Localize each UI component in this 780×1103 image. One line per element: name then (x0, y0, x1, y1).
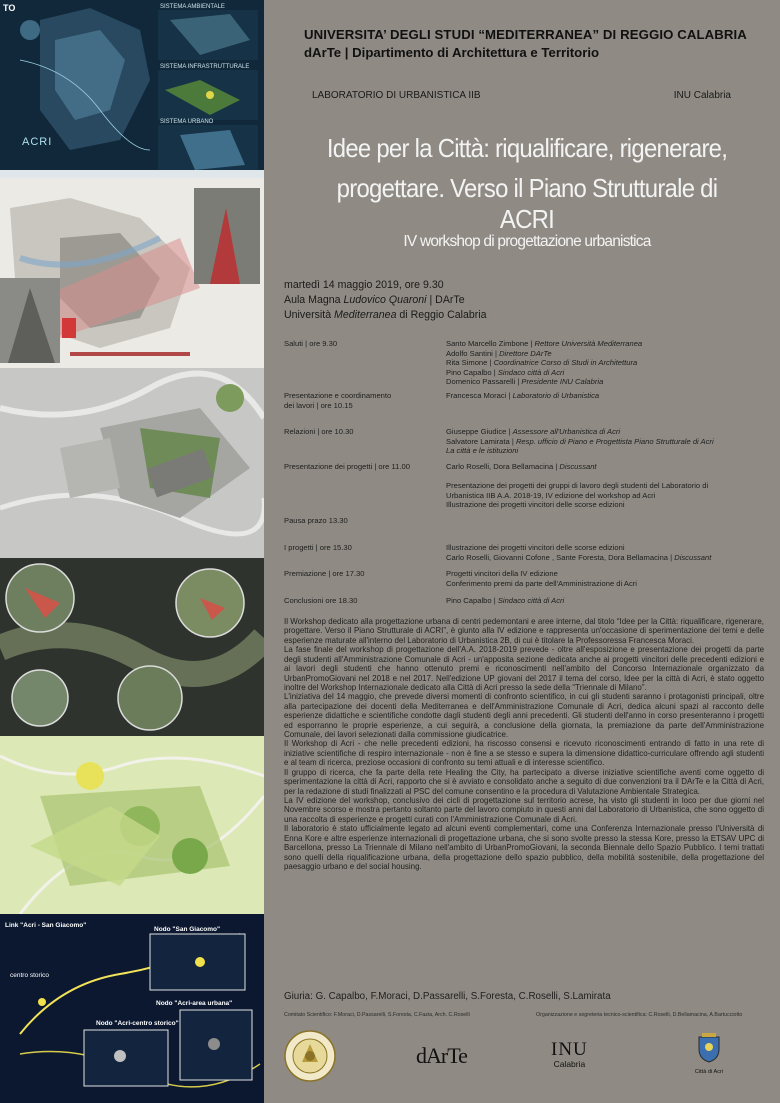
program-detail-line (446, 472, 766, 482)
program-label-line: Pausa prazo 13.30 (284, 516, 348, 525)
department-heading: dArTe | Dipartimento di Architettura e Territorio (304, 45, 600, 60)
program-item-details (446, 569, 766, 588)
program-detail-role: Coordinatrice Corso di Studi in Architettura (493, 358, 638, 368)
program-detail-line: Pino Capalbo | Sindaco città di Acri (446, 596, 565, 605)
program-detail-role: Rettore Università Mediterranea (534, 339, 643, 348)
green-network-graphic (0, 736, 264, 914)
map-label-ambientale: SISTEMA AMBIENTALE (160, 4, 225, 10)
organization-credits: Organizzazione e segreteria tecnico-scientifica: C.Roselli, D.Bellamacina, A.Bartucciotto (536, 1012, 743, 1018)
systems-map-graphic (0, 0, 264, 178)
body-paragraph: Il gruppo di ricerca, che fa parte della rete Healing the City, ha partecipato a diverse iniziative scientifiche aventi come oggetto di sperimentazione la città di Acri, rapporto che si è avviato e consolidato anche a seguito di due convenzioni tra il DArTe e la Città di Acri, per la redazione di studi finalizzati al PSC del comune consentino e la procedura di Valutazione Ambientale Strategica. (284, 767, 764, 796)
poster-title-line1: Idee per la Città: riqualificare, rigenerare, (326, 133, 728, 163)
program-item-details (446, 427, 766, 456)
panel-night-nodes-map (0, 914, 264, 1103)
event-uni-prefix: Università (284, 309, 335, 321)
acri-crest-caption: Città di Acri (694, 1069, 724, 1075)
program-item-details (446, 339, 766, 387)
body-paragraph: La IV edizione del workshop, conclusivo dei cicli di progettazione sul territorio acrese, ha visto gli studenti in loco per due giorni nel Novembre scorso e mostra pertanto soltanto parte del lavoro compiuto in questi anni dal Laboratorio di Urbanistica, che sono oggetto di una raccolta di esperienze e progetti curati con l'Amministrazione Comunale di Acri. (284, 796, 764, 824)
program-label-line: Conclusioni ore 18.30 (284, 596, 358, 605)
inu-logo-text: INU (551, 1039, 588, 1060)
body-paragraph: Il Workshop dedicato alla progettazione urbana di centri pedemontani e aree interne, dal titolo “Idee per la Città: riqualificare, rigenerare, progettare. Verso il Piano Strutturale di ACRI”, è giunto alla IV edizione e rappresenta un'occasione di sperimentazione dei temi e delle esperienze maturate all'interno del Laboratorio di Urbanistica 2B, di cui è titolare la Professoressa Francesca Moraci. (284, 617, 764, 645)
program-detail-role: Laboratorio di Urbanistica (512, 391, 600, 400)
scientific-committee: Comitato Scientifico: F.Moraci, D.Passarelli, S.Foresta, C.Fazia, Arch. C.Roselli (284, 1012, 470, 1018)
aerial-plan-graphic (0, 368, 264, 558)
program-detail-line (446, 491, 766, 501)
map-label-nodo-area-urbana: Nodo "Acri-area urbana" (156, 1000, 233, 1007)
program-detail-line (446, 446, 766, 456)
program-detail-name: Salvatore Lamirata (446, 436, 510, 446)
university-heading: UNIVERSITA’ DEGLI STUDI “MEDITERRANEA” DI REGGIO CALABRIA (304, 27, 747, 42)
program-detail-line (446, 579, 766, 589)
program-detail-role: Presidente INU Calabria (521, 377, 604, 387)
program-detail-name: Progetti vincitori della IV edizione (446, 569, 558, 578)
program-label-line: Presentazione dei progetti | ore 11.00 (284, 462, 410, 471)
event-place-prefix: Aula Magna (284, 294, 344, 306)
program-label-line: Premiazione | ore 17.30 (284, 569, 365, 578)
program-detail-name: Illustrazione dei progetti vincitori delle scorse edizioni (446, 543, 625, 552)
program-detail-name: Carlo Roselli, Dora Bellamacina (446, 462, 554, 471)
program-detail-role: La città e le istituzioni (446, 446, 519, 456)
program-item-label (284, 596, 357, 606)
poster-content (264, 0, 780, 1103)
program-detail-name: Pino Capalbo (446, 596, 492, 605)
inu-logo-sub: Calabria (553, 1059, 586, 1069)
program-detail-line (446, 481, 766, 491)
program-label-line: Saluti | ore 9.30 (284, 339, 338, 348)
program-detail-line (446, 543, 766, 553)
event-place (284, 294, 465, 306)
program-item-details (446, 391, 766, 401)
program-detail-name: Pino Capalbo (446, 367, 492, 377)
map-label-centro-storico: centro storico (10, 972, 50, 979)
program-detail-name: Conferimento premi da parte dell'Amministrazione di Acri (446, 578, 637, 588)
masterplan-graphic (0, 178, 264, 368)
program-detail-name: Urbanistica IIB A.A. 2018-19, IV edizione del workshop ad Acri (446, 490, 656, 500)
program-item-label (284, 569, 365, 579)
event-university (284, 309, 487, 321)
left-image-strip (0, 0, 264, 1103)
program-detail-name: Santo Marcello Zimbone (446, 339, 529, 348)
map-label-link: Link "Acri - San Giacomo" (5, 922, 87, 929)
program-detail-line: Carlo Roselli, Giovanni Cofone , Sante Foresta, Dora Bellamacina | Discussant (446, 552, 712, 562)
program-detail-name: Presentazione dei progetti dei gruppi di lavoro degli studenti del Laboratorio di (446, 481, 709, 491)
description-body (284, 617, 764, 871)
panel-green-network-map (0, 736, 264, 914)
event-place-suffix: | DArTe (426, 294, 465, 306)
map-label-nodo-san-giacomo: Nodo "San Giacomo" (154, 926, 221, 933)
jury-list: Giuria: G. Capalbo, F.Moraci, D.Passarelli, S.Foresta, C.Roselli, S.Lamirata (284, 991, 611, 1002)
program-item-label (284, 516, 348, 526)
panel-territorial-systems-map (0, 0, 264, 178)
panel-aerial-site-plan (0, 368, 264, 558)
body-paragraph: Il Workshop di Acri - che nelle precedenti edizioni, ha riscosso consensi e ricevuto riconoscimenti entrando di fatto in una rete di iniziative scientifiche di respiro internazionale - non è fine a se stesso e supera la dimensione didattico-curriculare offrendo agli studenti e al team di ricerca, preziose occasioni di confronto su temi attuali e di interesse scientifico. (284, 739, 764, 768)
vertical-title: TO (3, 3, 16, 13)
poster-title-line2: progettare. Verso il Piano Strutturale di ACRI (336, 173, 718, 234)
inu-label: INU Calabria (673, 90, 731, 101)
program-item-label (284, 543, 352, 553)
program-detail-role: Resp. ufficio di Piano e Progettista Piano Strutturale di Acri (515, 436, 714, 446)
program-label-line: Relazioni | ore 10.30 (284, 427, 354, 436)
program-detail-line: Salvatore Lamirata | Resp. ufficio di Piano e Progettista Piano Strutturale di Acri (446, 436, 714, 446)
body-paragraph: L'iniziativa del 14 maggio, che prevede diversi momenti di confronto scientifico, in cui gli studenti saranno i protagonisti principali, oltre alla partecipazione dei docenti della Mediterranea e dell'Amministrazione Comunale di Acri, dedica alcuni spazi al racconto delle esperienze didattiche e scientifiche condotte dagli studenti degli anni precedenti. Gli studenti dell'anno in corso presenteranno i progetti ed esporranno le proprie esperienze, a cui seguirà, a conclusione della giornata, la premiazione da parte dell'Amministrazione Comunale, dei lavori selezionati dalla commissione giudicatrice. (284, 692, 764, 740)
program-detail-name: Domenico Passarelli (446, 377, 516, 387)
acri-label: ACRI (22, 136, 53, 148)
program-item-details (446, 543, 766, 562)
project-zoom-graphic (0, 558, 264, 736)
program-detail-line (446, 500, 766, 510)
program-item-label (284, 339, 337, 349)
map-label-infrastrutturale: SISTEMA INFRASTRUTTURALE (160, 64, 250, 70)
program-detail-role: Discussant (559, 462, 597, 471)
body-paragraph: La fase finale del workshop di progettazione dell'A.A. 2018-2019 prevede - oltre all'esposizione e presentazione dei progetti da parte degli studenti all'Amministrazione Comunale di Acri - un'apposita sezione dedicata anche ai progetti vincitori delle precedenti edizioni e ai lavori degli studenti che hanno ottenuto premi e riconoscimenti nell'ambito del Concorso Internazionale organizzato da UrbanPromoGiovani nel 2018 e nel 2017. Nell'edizione UP giovani del 2017 il tema del corso, Idee per la città di Acri, è stato oggetto inoltre del Workshop Internazionale dedicato alla Città di Acri presso la sede della “Triennale di Milano”. (284, 645, 764, 692)
program-detail-line: Rita Simone | Coordinatrice Corso di Studi in Architettura (446, 358, 638, 368)
program-detail-name: Illustrazione dei progetti vincitori delle scorse edizioni (446, 500, 625, 510)
program-detail-name: Adolfo Santini (446, 348, 493, 358)
program-detail-role: Assessore all'Urbanistica di Acri (512, 427, 621, 436)
panel-masterplan-overview (0, 178, 264, 368)
program-detail-role: Direttore DArTe (499, 348, 552, 358)
map-label-nodo-centro-storico: Nodo "Acri-centro storico" (96, 1020, 179, 1027)
program-detail-line: Santo Marcello Zimbone | Rettore Università Mediterranea (446, 339, 643, 348)
program-label-line: Presentazione e coordinamento (284, 391, 392, 400)
program-item-label (284, 391, 391, 410)
program-detail-line: Carlo Roselli, Dora Bellamacina | Discussant (446, 462, 597, 471)
program-item-details (446, 462, 766, 510)
darte-logo: dArTe (416, 1043, 467, 1068)
program-detail-name: Rita Simone (446, 358, 488, 368)
program-detail-name: Francesca Moraci (446, 391, 507, 400)
event-uni-suffix: di Reggio Calabria (396, 309, 487, 321)
program-item-label (284, 427, 354, 437)
night-map-graphic (0, 914, 264, 1103)
event-place-name: Ludovico Quaroni (343, 294, 427, 306)
acri-crest-icon (694, 1033, 724, 1063)
program-detail-line (446, 569, 766, 579)
program-label-line: I progetti | ore 15.30 (284, 543, 352, 552)
program-detail-line: Giuseppe Giudice | Assessore all'Urbanistica di Acri (446, 427, 621, 436)
event-date: martedì 14 maggio 2019, ore 9.30 (284, 279, 444, 291)
event-uni-name: Mediterranea (334, 309, 397, 321)
program-detail-name: Carlo Roselli, Giovanni Cofone , Sante Foresta, Dora Bellamacina (446, 552, 669, 562)
program-detail-name: Giuseppe Giudice (446, 427, 507, 436)
inu-logo (551, 1039, 588, 1069)
program-detail-line: Adolfo Santini | Direttore DArTe (446, 348, 552, 358)
program-detail-role: Sindaco città di Acri (497, 596, 565, 605)
panel-project-zoom-plan (0, 558, 264, 736)
lab-name: LABORATORIO DI URBANISTICA IIB (312, 90, 481, 101)
program-detail-role: Sindaco città di Acri (497, 367, 565, 377)
program-item-details (446, 596, 766, 606)
poster-subtitle: IV workshop di progettazione urbanistica (403, 233, 651, 250)
program-item-label (284, 462, 410, 472)
program-detail-line: Domenico Passarelli | Presidente INU Calabria (446, 377, 604, 387)
acri-crest-logo (694, 1033, 724, 1075)
body-paragraph: Il laboratorio è stato ufficialmente legato ad alcuni eventi complementari, come una Conferenza Internazionale presso l'Università di Enna Kore e altre esperienze internazionali di progettazione urbana, che si sono svolte presso la stessa Kore, presso la ETSAV UPC di Barcellona, presso La Triennale di Milano nell'ambito di UrbanPromoGiovani, la seconda Biennale dello Spazio Pubblico. I temi trattati sono quelli della riqualificazione urbana, della progettazione dello spazio pubblico, della mobilità sostenibile, della progettazione del paesaggio urbano e del social housing. (284, 824, 764, 871)
program-detail-role: Discussant (674, 552, 712, 562)
program-label-line: dei lavori | ore 10.15 (284, 400, 353, 410)
program-detail-line: Francesca Moraci | Laboratorio di Urbanistica (446, 391, 600, 400)
program-detail-line: Pino Capalbo | Sindaco città di Acri (446, 367, 565, 377)
university-seal-logo (284, 1030, 336, 1082)
map-label-urbano: SISTEMA URBANO (160, 119, 214, 125)
